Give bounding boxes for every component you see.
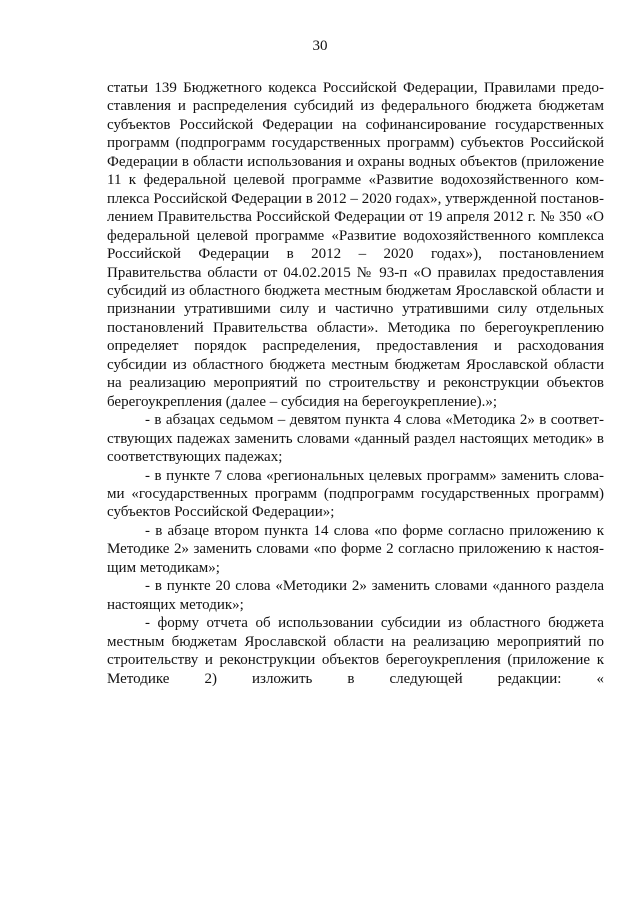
document-body	[107, 79, 604, 688]
page-number: 30	[312, 38, 328, 54]
amendment-item: - в пункте 7 слова «региональных целевых программ» заменить словами «государственных программ (подпрограмм государственных программ) субъектов Российской Федерации»;	[107, 467, 604, 521]
amendment-item: - в абзацах седьмом – девятом пункта 4 слова «Методика 2» в соответствующих падежах заменить словами «данный раздел настоящих методик» в соответствующих падежах;	[107, 412, 604, 466]
paragraph-continuation: статьи 139 Бюджетного кодекса Российской Федерации, Правилами предоставления и распределения субсидий из федерального бюджета бюджетам субъектов Российской Федерации на софинансирование государственных программ (подпрограмм государственных программ) субъектов Российской Федерации в области использования и охраны водных объектов (приложение 11 к федеральной целевой программе «Развитие водохозяйственного комплекса Российской Федерации в 2012 – 2020 годах», утвержденной постановлением Правительства Российской Федерации от 19 апреля 2012 г. № 350 «О федеральной целевой программе «Развитие водохозяйственного комплекса Российской Федерации в 2012 – 2020 годах»), постановлением Правительства области от 04.02.2015 № 93-п «О правилах предоставления субсидий из областного бюджета местным бюджетам Ярославской области и признании утратившими силу и частично утратившими силу отдельных постановлений Правительства области». Методика по берегоукреплению определяет порядок распределения, предоставления и расходования субсидии из областного бюджета местным бюджетам Ярославской области на реализацию мероприятий по строительству и реконструкции объектов берегоукрепления (далее – субсидия на берегоукрепление).»;	[107, 80, 604, 410]
amendment-item: - в абзаце втором пункта 14 слова «по форме согласно приложению к Методике 2» заменить словами «по форме 2 согласно приложению к настоящим методикам»;	[107, 522, 604, 576]
amendment-item: - форму отчета об использовании субсидии из областного бюджета местным бюджетам Ярославской области на реализацию мероприятий по строительству и реконструкции объектов берегоукрепления (приложение к Методике 2) изложить в следующей редакции: «	[107, 615, 604, 687]
amendment-item: - в пункте 20 слова «Методики 2» заменить словами «данного раздела настоящих методик»;	[107, 578, 604, 613]
